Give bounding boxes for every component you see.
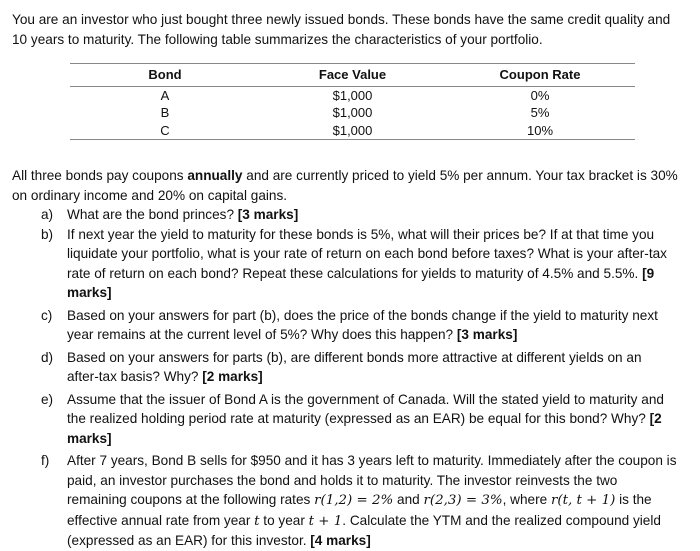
table-header-row	[70, 64, 635, 87]
cell-coupon-rate: 10%	[445, 122, 635, 140]
question-text-5: to year	[259, 512, 309, 528]
question-letter: f)	[41, 453, 50, 468]
question-e	[12, 390, 677, 449]
conditions-text-pre: All three bonds pay coupons	[12, 168, 188, 183]
question-letter: c)	[41, 307, 53, 323]
question-letter: a)	[41, 207, 54, 222]
question-text: If next year the yield to maturity for these bonds is 5%, what will their prices be? If at that time you liquidate your portfolio, what is your rate of return on each bond before taxes? What is your after-tax rate of return on each bond? Repeat these calculations for yields to maturity of 4.5% and 5.5%.	[67, 226, 667, 281]
cell-bond: B	[160, 105, 170, 120]
cell-bond: C	[70, 122, 260, 140]
header-bond: Bond	[70, 64, 260, 87]
cell-face-value: $1,000	[260, 122, 445, 140]
question-c	[12, 306, 677, 345]
cell-bond: A	[160, 87, 170, 103]
question-b	[12, 225, 677, 303]
cell-face-value: $1,000	[332, 87, 373, 103]
math-rt: r(t, t + 1)	[550, 493, 616, 508]
question-text: Based on your answers for parts (b), are different bonds more attractive at different yields on an after-tax basis? Why?	[67, 349, 642, 384]
question-letter: e)	[41, 391, 54, 407]
question-a	[12, 205, 677, 225]
questions-list	[12, 205, 690, 551]
question-marks: [9 marks]	[67, 265, 655, 300]
table-row	[70, 104, 635, 122]
table-row	[70, 122, 635, 140]
question-text-4: is the effective annual rate from year	[67, 492, 652, 528]
question-letter: b)	[41, 226, 54, 242]
question-d	[12, 348, 677, 387]
question-marks: [2 marks]	[202, 369, 263, 384]
table-row	[70, 86, 635, 104]
conditions-text-post: and are currently priced to yield 5% per annum. Your tax bracket is 30% on ordinary income and 20% on capital gains.	[12, 168, 678, 203]
math-r23: r(2,3) = 3%	[423, 493, 503, 508]
question-marks: [3 marks]	[237, 207, 299, 222]
math-r12: r(1,2) = 2%	[314, 493, 394, 508]
math-t2: t + 1	[308, 513, 343, 529]
question-text: Based on your answers for part (b), does the price of the bonds change if the yield to maturity next year remains at the current level of 5%? Why does this happen?	[67, 307, 658, 342]
question-text: What are the bond princes?	[67, 207, 238, 222]
question-letter: d)	[41, 349, 54, 365]
question-text-6: . Calculate the YTM and the realized compound yield (expressed as an EAR) for this investor.	[67, 512, 661, 548]
question-text-2: and	[393, 492, 424, 507]
question-text-3: , where	[502, 492, 551, 507]
math-t1: t	[254, 513, 260, 529]
conditions-paragraph	[12, 166, 682, 205]
question-marks: [4 marks]	[310, 533, 371, 548]
bond-table	[70, 63, 635, 140]
question-f	[12, 451, 677, 551]
conditions-bold: annually	[187, 168, 243, 183]
cell-face-value: $1,000	[332, 105, 373, 120]
header-face-value: Face Value	[260, 64, 445, 87]
question-text-1: After 7 years, Bond B sells for $950 and it has 3 years left to maturity. Immediately after the coupon is paid, an investor purchases the bond and holds it to maturity. The investor reinvests the two remaining coupons at the following rates	[67, 453, 677, 507]
question-marks: [3 marks]	[456, 327, 518, 342]
cell-coupon-rate: 0%	[530, 87, 550, 103]
header-coupon-rate: Coupon Rate	[445, 64, 635, 87]
question-text: Assume that the issuer of Bond A is the government of Canada. Will the stated yield to maturity and the realized holding period rate at maturity (expressed as an EAR) be equal for this bond? Why?	[67, 391, 664, 426]
cell-coupon-rate: 5%	[530, 105, 550, 120]
intro-paragraph: You are an investor who just bought three newly issued bonds. These bonds have the same credit quality and 10 years to maturity. The following table summarizes the characteristics of your portfolio.	[12, 12, 671, 47]
question-marks: [2 marks]	[67, 411, 662, 446]
